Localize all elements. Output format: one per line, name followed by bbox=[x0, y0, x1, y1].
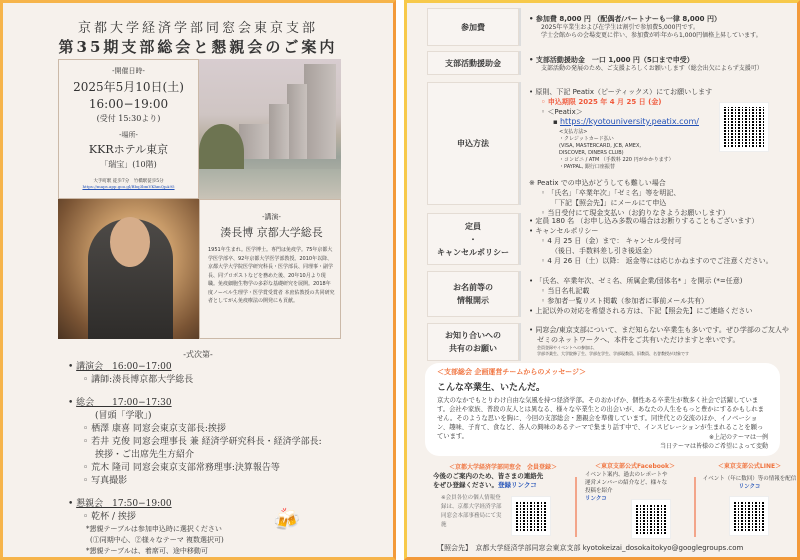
item-continuation: 挨拶・ご出席先生方紹介 bbox=[95, 450, 195, 460]
pay-line: DISCOVER, DINERS CLUB) bbox=[559, 150, 624, 156]
section-heading: 講演会 16:00−17:00 bbox=[76, 362, 172, 372]
program-section-party: • 懇親会 17:50−19:00 bbox=[68, 499, 172, 509]
item-text: 乾杯 / 挨拶 bbox=[91, 512, 136, 522]
register-note: ※会員各位の個人情報登録は、京都大学経済学部同窓会本部事務局にて実施 bbox=[441, 495, 502, 528]
speaker-photo bbox=[58, 199, 199, 339]
section-heading: 総会 17:00−17:30 bbox=[76, 398, 172, 408]
facebook-heading: ＜東京支部公式Facebook＞ bbox=[595, 463, 675, 470]
message-title: こんな卒業生、いたんだ。 bbox=[437, 383, 546, 393]
label-line: 情報開示 bbox=[457, 296, 489, 305]
event-date: 2025年5月10日(土) bbox=[73, 80, 184, 94]
party-note: (①同期中心、②様々なテーマ 複数選択可) bbox=[90, 536, 224, 544]
label-line: お名前等の bbox=[453, 283, 493, 292]
list-item: ◦ 栖澤 康喜 同窓会東京支部長:挨拶 bbox=[83, 424, 226, 434]
cancel-rule: 4 月 25 日（金）まで： キャンセル受付可 bbox=[547, 237, 682, 245]
cityscape-photo bbox=[199, 59, 341, 199]
item-text: 栖澤 康喜 同窓会東京支部長:挨拶 bbox=[91, 424, 226, 434]
program-section-general: • 総会 17:00−17:30 bbox=[68, 398, 172, 408]
capacity-label bbox=[427, 213, 519, 265]
event-info-box bbox=[58, 59, 199, 199]
party-note: *懇親テーブルは、着席可、途中移動可 bbox=[86, 547, 208, 555]
disclosure-item: 参加者一覧リスト掲載（参加者に事前メール共有） bbox=[547, 297, 709, 305]
register-link[interactable]: 登録リンクコ bbox=[498, 481, 537, 489]
alt-apply: ※ Peatix での申込がどうしても難しい場合 bbox=[529, 179, 666, 187]
org-name: 京都大学経済学部同窓会東京支部 bbox=[77, 21, 318, 36]
program-section-lecture: • 講演会 16:00−17:00 bbox=[68, 362, 172, 372]
message-heading: ＜支部総会 企画運営チームからのメッセージ＞ bbox=[437, 368, 587, 376]
pay-line: ・PAYPAL, 銀行口座振替 bbox=[559, 164, 615, 170]
label-line: ・ bbox=[469, 234, 477, 244]
line-section bbox=[702, 463, 797, 491]
fee-note: 2025年卒業生および在学生は割引で参加費5,000円です。 bbox=[541, 24, 699, 31]
label-line: 共有のお願い bbox=[449, 344, 497, 353]
message-body: 京大のなかでもとりわけ自由な気風を持つ経済学部。そのおかげか、個性ある卒業生が数多く社会で活躍しています。会社や家族、普段の友人とは異なる、様々な卒業生との出会いが、あなたの人生をもっと豊かにするかもしれません。そのような思いを胸に、今回の支部総会・懇親会を準備しています。同世代との交流のほか、イノベーション、趣味、子育て、食など、各人の興味のあるテーマで集まり話す中で、インスピレーションが生まれることを願っています。 bbox=[437, 397, 764, 440]
pay-line: ・コンビニ / ATM （手数料 220 円がかかります） bbox=[559, 157, 674, 163]
program-note: (冒頭「学歌」) bbox=[95, 411, 152, 421]
apply-label: 申込方法 bbox=[427, 82, 519, 205]
label-line: お知り合いへの bbox=[445, 331, 501, 340]
speaker-name: 湊長博 京都大学総長 bbox=[220, 226, 323, 239]
contact-email[interactable]: 京都大学経済学部同窓会東京支部 kyotokeizai_dosokaitokyo@googlegroups.com bbox=[475, 544, 744, 552]
cancel-rule-cont: （後日、手数料差し引き後返金） bbox=[551, 247, 656, 255]
share-content: • 同窓会/東京支部について、まだ知らない卒業生も多いです。ぜひ学部のご友人やゼミのネットワークへ、本件をご共有いただけますと幸いです。 会員登録やイベントへの参加は、 学部卒業生、大学院修了生、学部在学生、学部現教員、旧教員、名誉教授が対象です bbox=[529, 325, 794, 357]
team-message bbox=[425, 363, 780, 456]
list-item: ◦ 若井 克俊 同窓会理事長 兼 経済学研究科長・経済学部長: bbox=[83, 437, 322, 447]
reception-time: (受付 15:30より) bbox=[96, 114, 161, 123]
beer-mugs-icon: 🍻 bbox=[273, 508, 301, 533]
speaker-bio: 1951年生まれ。医学博士。専門は免疫学。75年京都大学医学部卒、92年京都大学医学部教授。2010年以降、京都大学大学院医学研究科長・医学部長、同理事・副学長、同プロボストなどを務めた後、20年10月より現職。免疫細胞生物学の多彩な基礎研究を展開。2018年度ノーベル生理学・医学賞受賞者 本庶佑教授の共同研究者としてがん免疫療法の開発にも貢献。 bbox=[208, 247, 335, 304]
line-heading: ＜東京支部公式LINE＞ bbox=[717, 463, 782, 470]
share-note: 学部卒業生、大学院修了生、学部在学生、学部現教員、旧教員、名誉教授が対象です bbox=[537, 351, 689, 356]
program-label: -式次第- bbox=[183, 350, 213, 359]
share-note: 会員登録やイベントへの参加は、 bbox=[537, 345, 597, 350]
apply-content: • 原則、下記 Peatix（ピーティックス）にてお願いします ◦ 申込期限 2025 年 4 月 25 日 (金) ◦ ＜Peatix＞ ▪ https://kyotouniversity.peatix.com/ <支払方法> ・クレジットカード払い (VISA, MASTERCARD, JCB, AMEX, DISCOVER, DINERS CLUB) ・コンビニ / ATM （手数料 220 円がかかります） ・PAYPAL, 銀行口座振替 ※ Peatix での申込がどうしても難しい場合 ◦ 「氏名」「卒業年次」「ゼミ名」等を明記、 「下記【照会先】」にメールにて申込 ◦ 当日受付にて現金支払い（お釣りなきようお願いします） bbox=[529, 87, 794, 218]
fee-main: 参加費 8,000 円 （配偶者/パートナーも一律 8,000 円） bbox=[535, 15, 721, 23]
lecture-box bbox=[199, 199, 341, 339]
register-heading: ＜京都大学経済学部同窓会 会員登録＞ bbox=[448, 464, 557, 471]
fee-content: • 参加費 8,000 円 （配偶者/パートナーも一律 8,000 円） 2025年卒業生および在学生は割引で参加費5,000円です。 学士会館からの会場変更に伴い、参加費が昨年から1,000円価格上昇しています。 bbox=[529, 14, 794, 40]
list-item: ◦ 荒木 隆司 同窓会東京支部常務理事:決算報告等 bbox=[83, 463, 280, 473]
map-link[interactable]: https://maps.app.goo.gl/Bbq3bmVKhmQpA95 bbox=[82, 184, 175, 189]
divider bbox=[575, 477, 577, 537]
item-text: 若井 克俊 同窓会理事長 兼 経済学研究科長・経済学部長: bbox=[91, 437, 322, 447]
fee-label: 参加費 bbox=[427, 8, 519, 46]
section-heading: 懇親会 17:50−19:00 bbox=[76, 499, 172, 509]
cancel-rule: 4 月 26 日（土）以降： 返金等には応じかねますのでご注意ください。 bbox=[547, 257, 773, 265]
apply-main: 原則、下記 Peatix（ピーティックス）にてお願いします bbox=[535, 88, 713, 96]
label-line: 定員 bbox=[465, 221, 481, 231]
party-note: *懇親テーブルは参加申込時に選択ください bbox=[86, 525, 222, 533]
item-text: 講師:湊長博京都大学総長 bbox=[91, 375, 194, 385]
line-qr-code[interactable] bbox=[730, 497, 768, 535]
label-line: キャンセルポリシー bbox=[437, 247, 509, 257]
pay-line: (VISA, MASTERCARD, JCB, AMEX, bbox=[559, 143, 641, 149]
register-text: 今後のご案内のため、皆さまの連絡先 bbox=[433, 472, 544, 480]
list-item: ◦ 写真撮影 bbox=[83, 476, 128, 486]
peatix-heading: ＜Peatix＞ bbox=[547, 108, 583, 116]
item-text: 荒木 隆司 同窓会東京支部常務理事:決算報告等 bbox=[91, 463, 280, 473]
access-info: 大手町駅 徒歩7分 竹橋駅徒歩5分 bbox=[93, 179, 164, 184]
deadline: 申込期限 2025 年 4 月 25 日 (金) bbox=[547, 98, 662, 106]
facebook-qr-code[interactable] bbox=[632, 500, 670, 538]
alt-option: 「氏名」「卒業年次」「ゼミ名」等を明記、 bbox=[547, 189, 681, 197]
register-qr-code[interactable] bbox=[512, 497, 550, 535]
alt-option-cont: 「下記【照会先】」にメールにて申込 bbox=[551, 199, 667, 207]
support-note: 支部活動の発展のため、ご支援よろしくお願いします（総会出欠によらず支援可） bbox=[541, 65, 763, 72]
divider bbox=[694, 477, 696, 537]
peatix-link[interactable]: https://kyotouniversity.peatix.com/ bbox=[559, 117, 699, 126]
share-label bbox=[427, 323, 519, 361]
disclosure-item: 当日名札記載 bbox=[547, 287, 590, 295]
fee-note: 学士会館からの会場変更に伴い、参加費が昨年から1,000円価格上昇しています。 bbox=[541, 32, 762, 39]
capacity: 定員 180 名 （お申し込み多数の場合はお断りすることもございます） bbox=[535, 217, 759, 225]
left-page bbox=[0, 0, 396, 560]
info-disclosure-label bbox=[427, 271, 519, 317]
register-text: をぜひ登録ください。 bbox=[433, 481, 498, 489]
list-item: ◦ 講師:湊長博京都大学総長 bbox=[83, 375, 194, 385]
contact-label: 【照会先】 bbox=[437, 544, 469, 552]
date-label: -開催日時- bbox=[112, 67, 145, 75]
program-list bbox=[68, 361, 368, 557]
venue: KKRホテル東京 bbox=[88, 143, 169, 156]
cancel-policy: キャンセルポリシー bbox=[535, 227, 599, 235]
alt-option: 当日受付にて現金支払い（お釣りなきようお願いします） bbox=[547, 209, 730, 217]
share-request: 同窓会/東京支部について、まだ知らない卒業生も多いです。ぜひ学部のご友人やゼミのネットワークへ、本件をご共有いただけますと幸いです。 bbox=[535, 326, 789, 344]
facebook-section bbox=[585, 463, 685, 503]
disclosure: 「氏名、卒業年次、ゼミ名、所属企業/団体名* 」を開示 (*=任意) bbox=[535, 277, 743, 285]
line-text: イベント（年に数回）等の情報を配信 bbox=[702, 476, 797, 482]
support-content: • 支部活動援助金 一口 1,000 円（5口まで申受） 支部活動の発展のため、ご支援よろしくお願いします（総会出欠によらず支援可） bbox=[529, 55, 794, 73]
room: 「瑞宝」(10階) bbox=[100, 160, 157, 169]
facebook-link[interactable]: リンクコ bbox=[585, 496, 607, 502]
page-title: 第35期支部総会と懇親会のご案内 bbox=[58, 38, 338, 56]
pay-line: ・クレジットカード払い bbox=[559, 136, 614, 142]
venue-label: -場所- bbox=[119, 131, 138, 139]
right-page bbox=[404, 0, 800, 560]
member-registration bbox=[433, 463, 573, 530]
info-disclosure-content: • 「氏名、卒業年次、ゼミ名、所属企業/団体名* 」を開示 (*=任意) ◦ 当日名札記載 ◦ 参加者一覧リスト掲載（参加者に事前メール共有） • 上記以外の対応を希望される方は、下記【照会先】にご連絡ください bbox=[529, 277, 753, 315]
pay-line: <支払方法> bbox=[559, 129, 588, 135]
message-note: 当日テーマは皆様のご希望によって変動 bbox=[659, 443, 768, 450]
facebook-text: イベント案内、過去のレポートや運営メンバーの紹介など、様々な投稿を紹介 bbox=[585, 472, 668, 494]
capacity-content: • 定員 180 名 （お申し込み多数の場合はお断りすることもございます） • キャンセルポリシー ◦ 4 月 25 日（金）まで： キャンセル受付可 （後日、手数料差し引き後返金） ◦ 4 月 26 日（土）以降： 返金等には応じかねますのでご注意ください。 bbox=[529, 216, 794, 266]
event-time: 16:00−19:00 bbox=[88, 97, 169, 111]
lecture-label: -講演- bbox=[262, 213, 281, 221]
message-note: ※上記のテーマは一例 bbox=[708, 434, 768, 441]
support-main: 支部活動援助金 一口 1,000 円（5口まで申受） bbox=[535, 56, 694, 64]
support-label: 支部活動援助金 bbox=[427, 51, 519, 75]
list-item: ◦ 乾杯 / 挨拶 bbox=[83, 512, 136, 522]
line-link[interactable]: リンクコ bbox=[738, 484, 761, 490]
peatix-qr-code[interactable] bbox=[720, 103, 768, 151]
contact-info bbox=[437, 543, 743, 553]
item-text: 写真撮影 bbox=[91, 476, 128, 486]
disclosure-contact: 上記以外の対応を希望される方は、下記【照会先】にご連絡ください bbox=[535, 307, 753, 315]
